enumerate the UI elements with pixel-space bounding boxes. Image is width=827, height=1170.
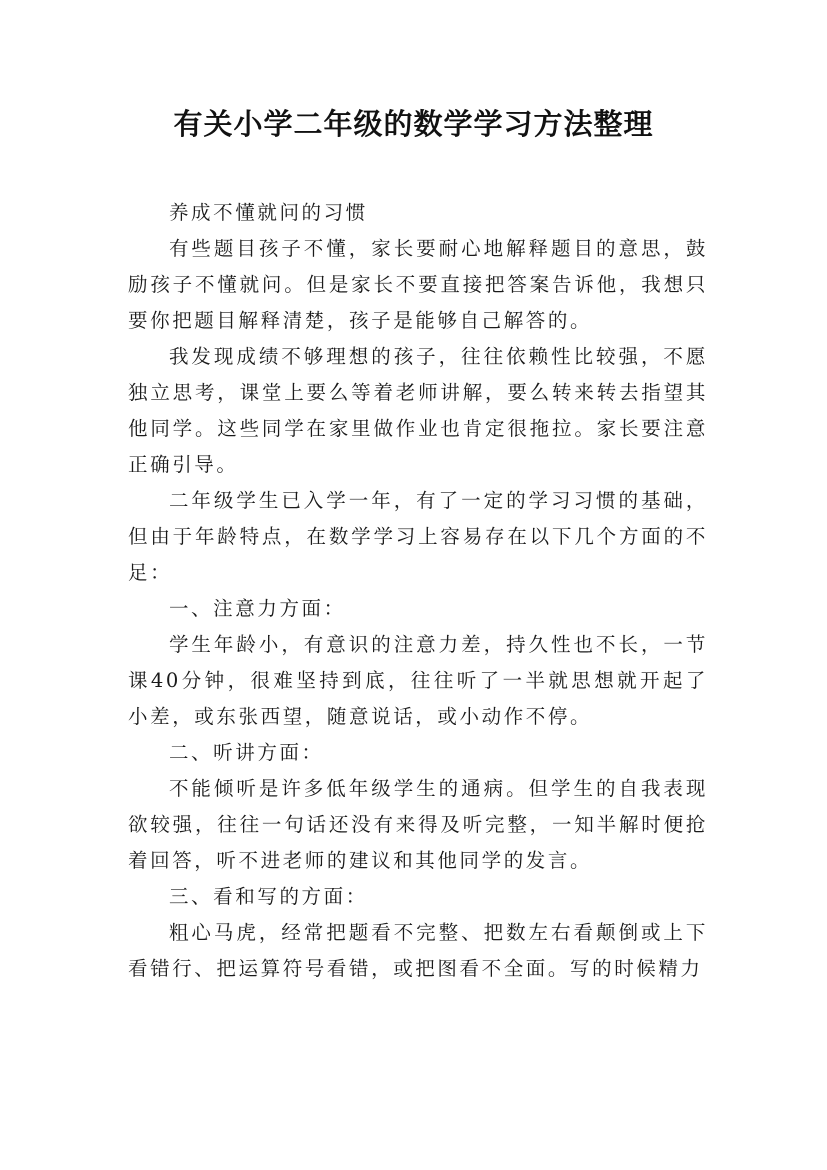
paragraph-second-grade-intro: 二年级学生已入学一年，有了一定的学习习惯的基础，但由于年龄特点，在数学学习上容易存在以下几个方面的不足：	[128, 489, 708, 584]
paragraph-attention: 学生年龄小，有意识的注意力差，持久性也不长，一节课40分钟，很难坚持到底，往往听了一半就思想就开起了小差，或东张西望，随意说话，或小动作不停。	[128, 633, 708, 728]
paragraph-listening: 不能倾听是许多低年级学生的通病。但学生的自我表现欲较强，往往一句话还没有来得及听完整，一知半解时便抢着回答，听不进老师的建议和其他同学的发言。	[128, 777, 708, 872]
document-body	[128, 195, 708, 987]
section-heading-attention: 一、注意力方面：	[168, 597, 346, 620]
section-heading-reading-writing: 三、看和写的方面：	[168, 885, 368, 908]
paragraph-explain-questions: 有些题目孩子不懂，家长要耐心地解释题目的意思，鼓励孩子不懂就问。但是家长不要直接把答案告诉他，我想只要你把题目解释清楚，孩子是能够自己解答的。	[128, 237, 708, 332]
paragraph-reading-writing: 粗心马虎，经常把题看不完整、把数左右看颠倒或上下看错行、把运算符号看错，或把图看不全面。写的时候精力	[128, 921, 708, 980]
section-heading-habit: 养成不懂就问的习惯	[168, 201, 368, 224]
section-heading-listening: 二、听讲方面：	[168, 741, 324, 764]
paragraph-dependence: 我发现成绩不够理想的孩子，往往依赖性比较强，不愿独立思考，课堂上要么等着老师讲解，要么转来转去指望其他同学。这些同学在家里做作业也肯定很拖拉。家长要注意正确引导。	[128, 345, 708, 476]
document-title: 有关小学二年级的数学学习方法整理	[173, 107, 654, 141]
